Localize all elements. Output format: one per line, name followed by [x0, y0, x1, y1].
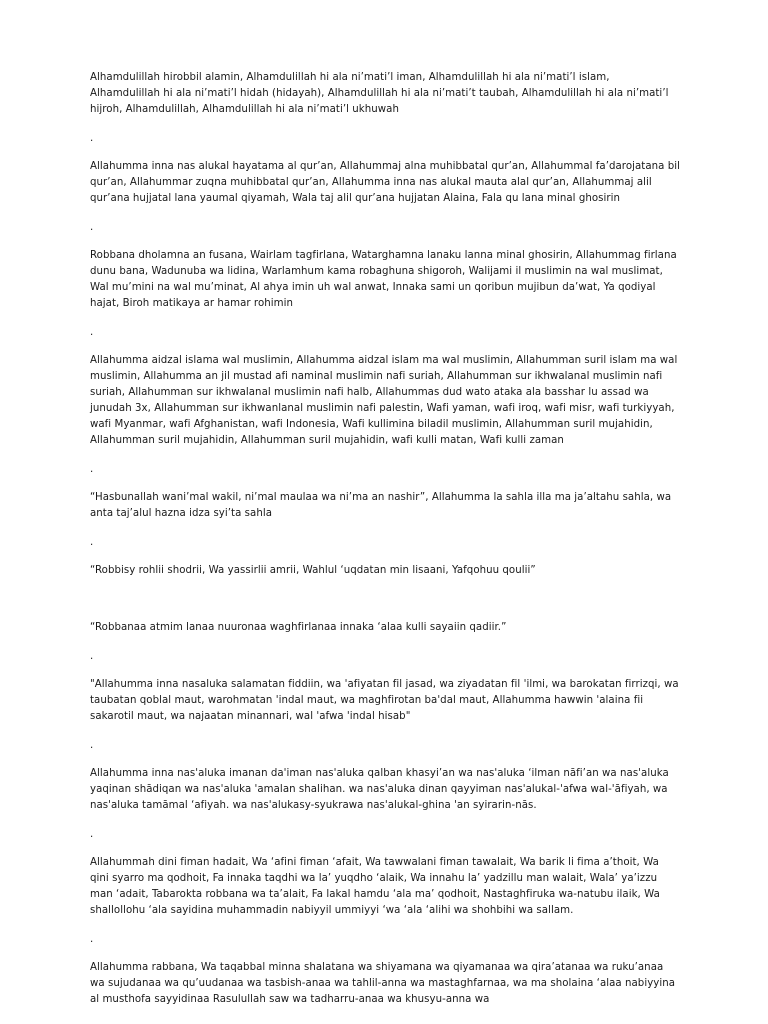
paragraph-7: “Robbanaa atmim lanaa nuuronaa waghfirlanaa innaka ‘alaa kulli sayaiin qadiir.” — [90, 622, 507, 633]
paragraph-4: Allahumma aidzal islama wal muslimin, Allahumma aidzal islam ma wal muslimin, Allahumman suril islam ma wal muslimin, Allahumma an jil mustad afi naminal muslimin nafi suriah, Allahumman sur ikhwalanal muslimin nafi suriah, Allahumman sur ikhwalanal muslimin nafi halb, Allahummas dud wato ataka ala basshar lu assad wa junudah 3x, Allahumman sur ikhwanlanal muslimin nafi palestin, Wafi yaman, wafi iroq, wafi misr, wafi turkiyyah, wafi Myanmar, wafi Afghanistan, wafi Indonesia, Wafi kullimina biladil muslimin, Allahumman suril mujahidin, Allahumman suril mujahidin, Allahumman suril mujahidin, wafi kulli matan, Wafi kulli zaman — [90, 355, 678, 446]
separator-dot: . — [90, 464, 94, 475]
paragraph-2: Allahumma inna nas alukal hayatama al qur’an, Allahummaj alna muhibbatal qur’an, Allahummal fa’darojatana bil qur’an, Allahummar zuqna muhibbatal qur’an, Allahumma inna nas alukal mauta alal qur’an, Allahummaj alil qur’ana hujjatal lana yaumal qiyamah, Wala taj alil qur’ana hujjatan Alaina, Fala qu lana minal ghosirin — [90, 161, 680, 204]
separator-dot: . — [90, 651, 94, 662]
separator-dot: . — [90, 133, 94, 144]
paragraph-11: Allahumma rabbana, Wa taqabbal minna shalatana wa shiyamana wa qiyamanaa wa qira’atanaa wa ruku’anaa wa sujudanaa wa qu’uudanaa wa tasbish-anaa wa tahlil-anna wa mastaghfarnaa, wa ma sholaina ‘alaa nabiyyina al musthofa sayyidinaa Rasulullah saw wa tadharru-anaa wa khusyu-anna wa — [90, 962, 676, 1005]
separator-dot: . — [90, 934, 94, 945]
paragraph-3: Robbana dholamna an fusana, Wairlam tagfirlana, Watarghamna lanaku lanna minal ghosirin, Allahummag firlana dunu bana, Wadunuba wa lidina, Warlamhum kama robaghuna shigoroh, Walijami il muslimin na wal muslimat, Wal mu’mini na wal mu’minat, Al ahya imin uh wal anwat, Innaka sami un qoribun mujibun da’wat, Ya qodiyal hajat, Biroh matikaya ar hamar rohimin — [90, 250, 677, 309]
paragraph-5: “Hasbunallah wani’mal wakil, ni’mal maulaa wa ni’ma an nashir”, Allahumma la sahla illa ma ja’altahu sahla, wa anta taj’alul hazna idza syi’ta sahla — [90, 492, 672, 519]
paragraph-1: Alhamdulillah hirobbil alamin, Alhamdulillah hi ala ni’mati’l iman, Alhamdulillah hi ala ni’mati’l islam, Alhamdulillah hi ala ni’mati’l hidah (hidayah), Alhamdulillah hi ala ni’mati’t taubah, Alhamdulillah hi ala ni’mati’l hijroh, Alhamdulillah, Alhamdulillah hi ala ni’mati’l ukhuwah — [90, 72, 669, 115]
separator-dot: . — [90, 829, 94, 840]
separator-dot: . — [90, 327, 94, 338]
paragraph-10: Allahummah dini fiman hadait, Wa ‘afini fiman ‘afait, Wa tawwalani fiman tawalait, Wa barik li fima a’thoit, Wa qini syarro ma qodhoit, Fa innaka taqdhi wa la’ yuqdho ‘alaik, Wa innahu la’ yadzillu man walait, Wala’ ya’izzu man ‘adait, Tabarokta robbana wa ta’alait, Fa lakal hamdu ‘ala ma’ qodhoit, Nastaghfiruka wa-natubu ilaik, Wa shallollohu ‘ala sayidina muhammadin nabiyyil ummiyyi ‘wa ‘ala ‘alihi wa shohbihi wa sallam. — [90, 857, 660, 916]
separator-dot: . — [90, 537, 94, 548]
paragraph-8: "Allahumma inna nasaluka salamatan fiddiin, wa 'afiyatan fil jasad, wa ziyadatan fil 'ilmi, wa barokatan firrizqi, wa taubatan qoblal maut, warohmatan 'indal maut, wa maghfirotan ba'dal maut, Allahumma hawwin 'alaina fii sakarotil maut, wa najaatan minannari, wal 'afwa 'indal hisab" — [90, 679, 679, 722]
document-page — [90, 70, 680, 1008]
paragraph-6: “Robbisy rohlii shodrii, Wa yassirlii amrii, Wahlul ‘uqdatan min lisaani, Yafqohuu qoulii” — [90, 565, 536, 576]
separator-dot: . — [90, 740, 94, 751]
separator-dot: . — [90, 222, 94, 233]
blank-line — [90, 592, 680, 608]
paragraph-9: Allahumma inna nas'aluka imanan da'iman nas'aluka qalban khasyi’an wa nas'aluka ‘ilman nāfi’an wa nas'aluka yaqinan shādiqan wa nas'aluka 'amalan shalihan. wa nas'aluka dinan qayyiman nas'alukal-'afwa wal-'āfiyah, wa nas'aluka tamāmal ‘afiyah. wa nas'alukasy-syukrawa nas'alukal-ghina 'an syirarin-nās. — [90, 768, 669, 811]
